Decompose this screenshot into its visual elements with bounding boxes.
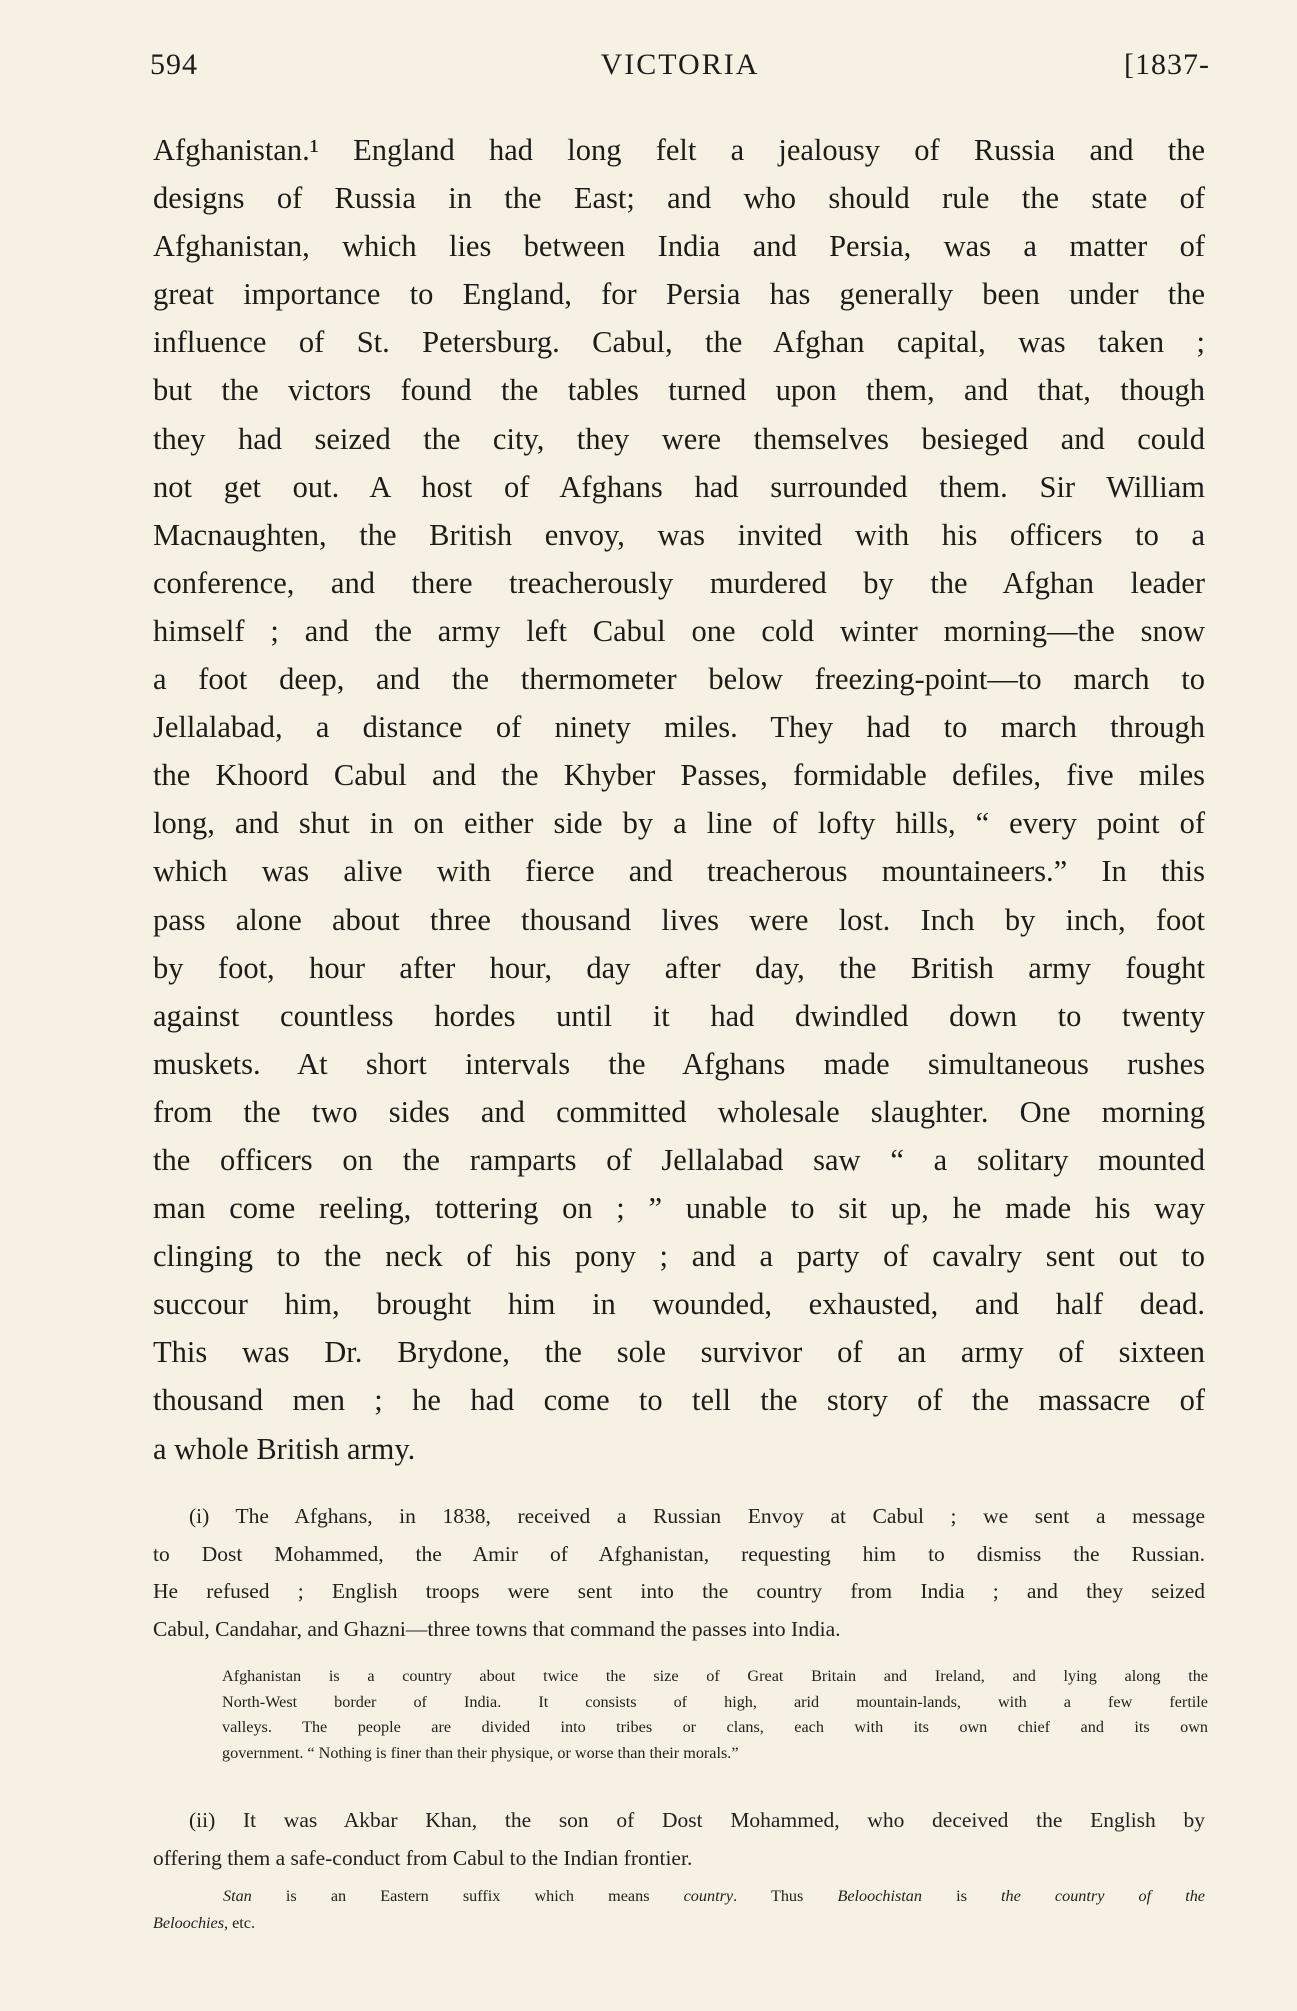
footnote-i [153, 1498, 1205, 1648]
text-line: succour him, brought him in wounded, exhausted, and half dead. [153, 1287, 1205, 1322]
text-line: conference, and there treacherously murdered by the Afghan leader [153, 565, 1205, 600]
footnote-line: He refused ; English troops were sent into the country from India ; and they seized [153, 1579, 1205, 1603]
footnote-text: . Thus [733, 1887, 838, 1905]
italic-term: Beloochies [153, 1914, 225, 1932]
footnote-line: to Dost Mohammed, the Amir of Afghanistan, requesting him to dismiss the Russian. [153, 1541, 1205, 1566]
italic-term: Stan [223, 1887, 252, 1905]
text-line: long, and shut in on either side by a line of lofty hills, “ every point of [153, 806, 1205, 841]
text-line: great importance to England, for Persia has generally been under the [153, 277, 1205, 312]
footnote-text: is an Eastern suffix which means [251, 1887, 684, 1905]
text-line: muskets. At short intervals the Afghans made simultaneous rushes [153, 1046, 1205, 1081]
footnote-line: offering them a safe-conduct from Cabul to the Indian frontier. [153, 1845, 693, 1870]
text-line: Afghanistan, which lies between India and Persia, was a matter of [153, 229, 1205, 264]
text-line: man come reeling, tottering on ; ” unable to sit up, he made his way [153, 1191, 1205, 1226]
footnote-line [153, 1883, 1205, 1910]
text-line: a whole British army. [153, 1431, 416, 1466]
footnote-text: is [921, 1887, 1002, 1905]
text-line: from the two sides and committed wholesale slaughter. One morning [153, 1094, 1205, 1129]
footnote-line: government. “ Nothing is finer than their physique, or worse than their morals.” [222, 1743, 739, 1762]
text-line: clinging to the neck of his pony ; and a party of cavalry sent out to [153, 1239, 1205, 1274]
text-line: against countless hordes until it had dwindled down to twenty [153, 998, 1205, 1033]
italic-term: Beloochistan [837, 1887, 922, 1905]
text-line: the officers on the ramparts of Jellalabad saw “ a solitary mounted [153, 1142, 1205, 1177]
text-line: a foot deep, and the thermometer below freezing-point—to march to [153, 662, 1205, 697]
date-marker: [1837- [1124, 48, 1210, 81]
footnote-line: Cabul, Candahar, and Ghazni—three towns that command the passes into India. [153, 1616, 841, 1641]
footnote-line: Afghanistan is a country about twice the size of Great Britain and Ireland, and lying along the [222, 1667, 1208, 1685]
footnote-line: (i) The Afghans, in 1838, received a Russian Envoy at Cabul ; we sent a message [189, 1504, 1205, 1528]
footnote-ii [153, 1802, 1205, 1877]
italic-term: country [683, 1887, 734, 1905]
text-line: the Khoord Cabul and the Khyber Passes, formidable defiles, five miles [153, 758, 1205, 793]
text-line: himself ; and the army left Cabul one cold winter morning—the snow [153, 613, 1205, 648]
running-header [150, 48, 1210, 88]
footnote-afghanistan-note [222, 1664, 1208, 1766]
running-title: VICTORIA [600, 48, 760, 81]
italic-term: the country of the [1001, 1887, 1205, 1905]
text-line: designs of Russia in the East; and who should rule the state of [153, 181, 1205, 216]
text-line: Afghanistan.¹ England had long felt a jealousy of Russia and the [153, 133, 1205, 167]
text-line: Jellalabad, a distance of ninety miles. They had to march through [153, 710, 1205, 745]
footnote-text: , etc. [224, 1914, 256, 1932]
footnote-line: valleys. The people are divided into tribes or clans, each with its own chief and its own [222, 1718, 1208, 1736]
text-line: which was alive with fierce and treacherous mountaineers.” In this [153, 854, 1205, 889]
text-line: not get out. A host of Afghans had surrounded them. Sir William [153, 469, 1205, 504]
footnote-line [153, 1910, 1205, 1937]
text-line: pass alone about three thousand lives were lost. Inch by inch, foot [153, 902, 1205, 937]
text-line: influence of St. Petersburg. Cabul, the Afghan capital, was taken ; [153, 325, 1205, 360]
text-line: thousand men ; he had come to tell the story of the massacre of [153, 1383, 1205, 1418]
body-text [153, 126, 1205, 1473]
text-line: by foot, hour after hour, day after day, the British army fought [153, 950, 1205, 985]
text-line: Macnaughten, the British envoy, was invited with his officers to a [153, 517, 1205, 552]
text-line: This was Dr. Brydone, the sole survivor of an army of sixteen [153, 1335, 1205, 1370]
text-line: they had seized the city, they were themselves besieged and could [153, 421, 1205, 456]
page-number: 594 [150, 48, 198, 81]
footnote-line: North-West border of India. It consists of high, arid mountain-lands, with a few fertile [222, 1692, 1208, 1711]
text-line: but the victors found the tables turned upon them, and that, though [153, 373, 1205, 408]
footnote-line: (ii) It was Akbar Khan, the son of Dost Mohammed, who deceived the English by [189, 1808, 1205, 1832]
footnote-stan [153, 1883, 1205, 1937]
